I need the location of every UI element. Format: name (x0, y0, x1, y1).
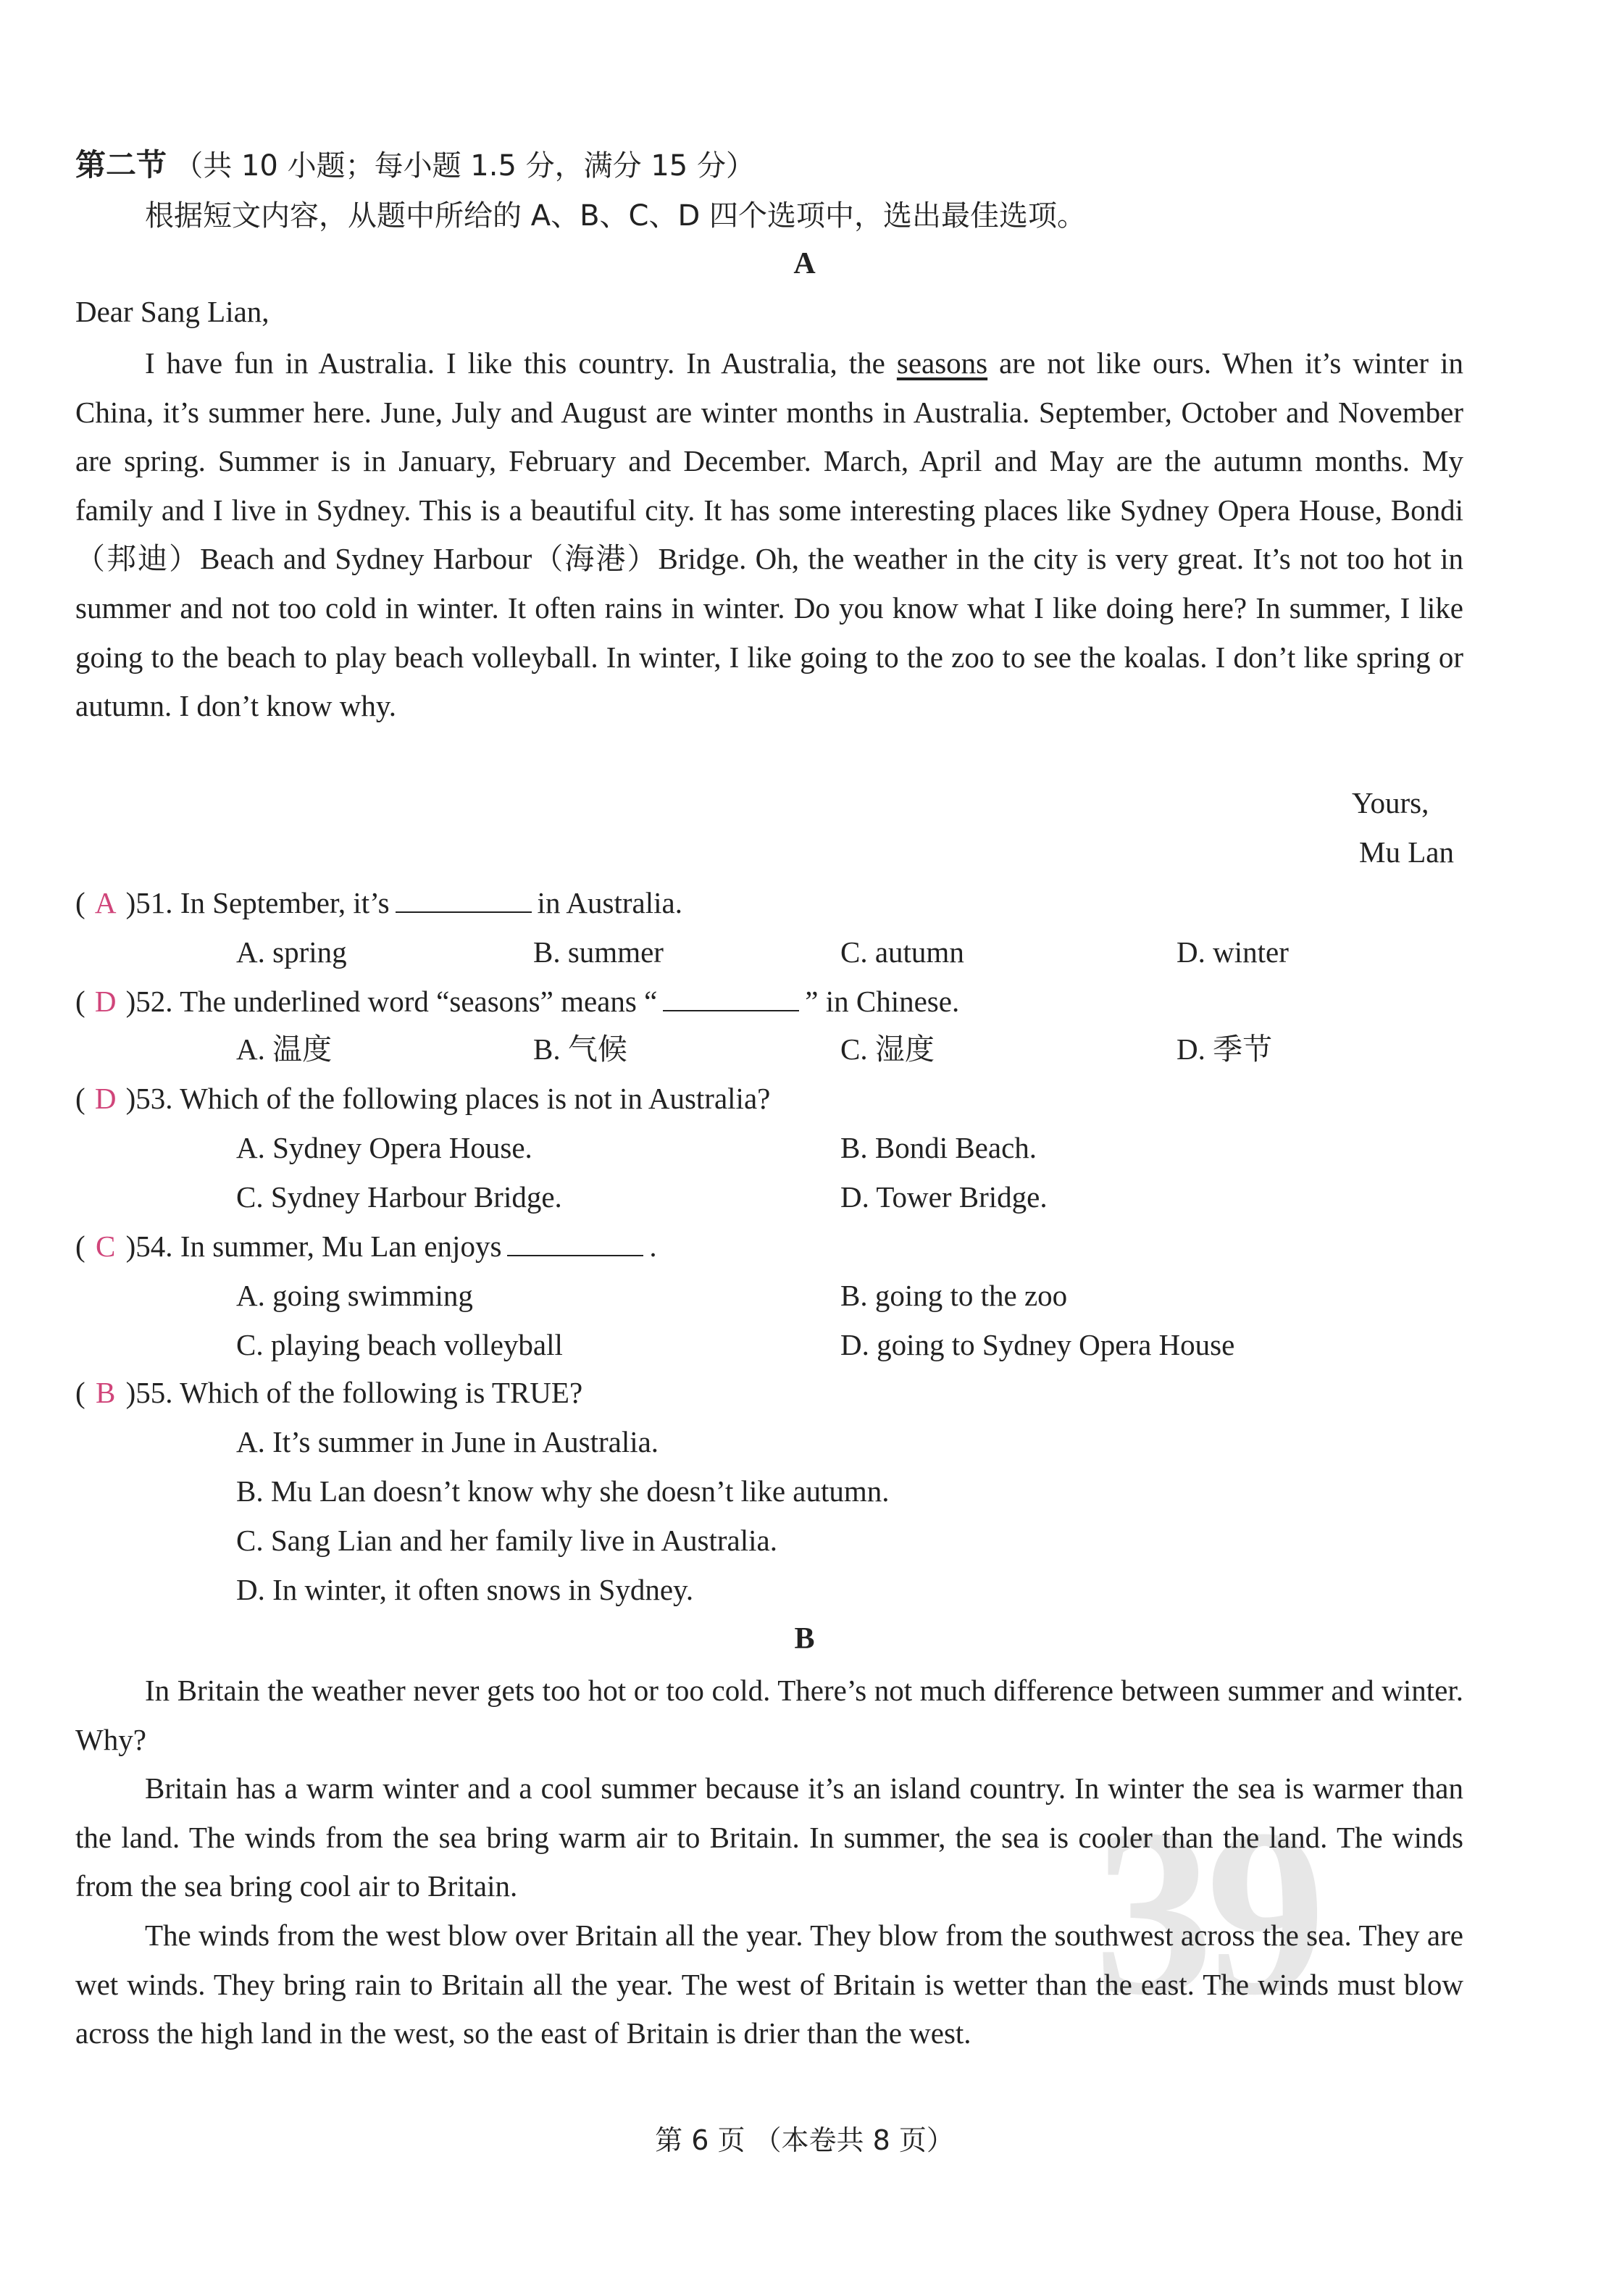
option: D. 季节 (1177, 1032, 1273, 1066)
page-watermark: 39 (1094, 1780, 1318, 2045)
answer-mark: B (95, 1376, 116, 1409)
answer-blank (663, 985, 799, 1011)
option: B. 气候 (533, 1032, 627, 1066)
paragraph: The winds from the west blow over Britain all the year. They blow from the southwest across the sea. They are wet winds. They bring rain to Britain all the year. The west of Britain is wetter than the east. The winds must blow across the high land in the west, so the east of Britain is drier than the west. (75, 1918, 1463, 2050)
passage-b-label: B (794, 1622, 815, 1656)
option: B. Bondi Beach. (840, 1131, 1037, 1164)
option: D. Tower Bridge. (840, 1180, 1048, 1214)
section-instruction: 根据短文内容，从题中所给的 A、B、C、D 四个选项中，选出最佳选项。 (145, 199, 1086, 233)
letter-greeting: Dear Sang Lian, (75, 295, 269, 328)
answer-blank (507, 1230, 643, 1256)
answer-mark: D (94, 1082, 117, 1115)
question-53: ( D )53. Which of the following places is not in Australia? (75, 1078, 770, 1119)
passage-a-label: A (793, 247, 816, 280)
question-52: ( D )52. The underlined word “seasons” means “ ” in Chinese. (75, 981, 959, 1022)
option: C. playing beach volleyball (236, 1328, 563, 1361)
option: A. spring (236, 935, 347, 969)
question-51: ( A )51. In September, it’s in Australia. (75, 882, 682, 923)
paragraph: In Britain the weather never gets too hot or too cold. There’s not much difference between summer and winter. Why? (75, 1674, 1463, 1756)
option: B. summer (533, 935, 664, 969)
paragraph: Britain has a warm winter and a cool summer because it’s an island country. In winter the sea is warmer than the land. The winds from the sea bring warm air to Britain. In summer, the sea is cooler than the land. The winds from the sea bring cool air to Britain. (75, 1771, 1463, 1903)
option: D. winter (1177, 935, 1289, 969)
passage-b-body (75, 1666, 1463, 2058)
question-54: ( C )54. In summer, Mu Lan enjoys . (75, 1226, 657, 1266)
option: C. autumn (840, 935, 964, 969)
option: D. In winter, it often snows in Sydney. (236, 1573, 694, 1606)
option: A. Sydney Opera House. (236, 1131, 532, 1164)
underlined-word: seasons (896, 346, 988, 380)
question-55: ( B )55. Which of the following is TRUE? (75, 1372, 582, 1413)
answer-mark: D (94, 985, 117, 1018)
option: C. Sang Lian and her family live in Australia. (236, 1524, 777, 1557)
letter-signature: Mu Lan (1359, 835, 1454, 869)
letter-closing: Yours, (1352, 786, 1429, 819)
option: A. going swimming (236, 1279, 473, 1312)
option: A. 温度 (236, 1032, 333, 1066)
option: B. Mu Lan doesn’t know why she doesn’t like autumn. (236, 1474, 890, 1508)
answer-mark: C (95, 1230, 116, 1263)
option: D. going to Sydney Opera House (840, 1328, 1235, 1361)
page-footer: 第 6 页 （本卷共 8 页） (655, 2124, 954, 2156)
answer-mark: A (94, 886, 117, 919)
section-title: 第二节 (75, 147, 167, 183)
passage-a-body: I have fun in Australia. I like this country. In Australia, the seasons are not like ours. When it’s winter in China, it’s summer here. June, July and August are winter months in Australia. September, October and November are spring. Summer is in January, February and December. March, April and May are the autumn months. My family and I live in Sydney. This is a beautiful city. It has some interesting places like Sydney Opera House, Bondi（邦迪）Beach and Sydney Harbour（海港）Bridge. Oh, the weather in the city is very great. It’s not too hot in summer and not too cold in winter. It often rains in winter. Do you know what I like doing here? In summer, I like going to the beach to play beach volleyball. In winter, I like going to the zoo to see the koalas. I don’t like spring or autumn. I don’t know why. (75, 346, 1463, 723)
option: C. 湿度 (840, 1032, 935, 1066)
section-info: （共 10 小题；每小题 1.5 分，满分 15 分） (174, 149, 755, 183)
section-header (75, 145, 755, 186)
option: A. It’s summer in June in Australia. (236, 1425, 659, 1458)
option: C. Sydney Harbour Bridge. (236, 1180, 562, 1214)
answer-blank (396, 887, 532, 913)
option: B. going to the zoo (840, 1279, 1068, 1312)
